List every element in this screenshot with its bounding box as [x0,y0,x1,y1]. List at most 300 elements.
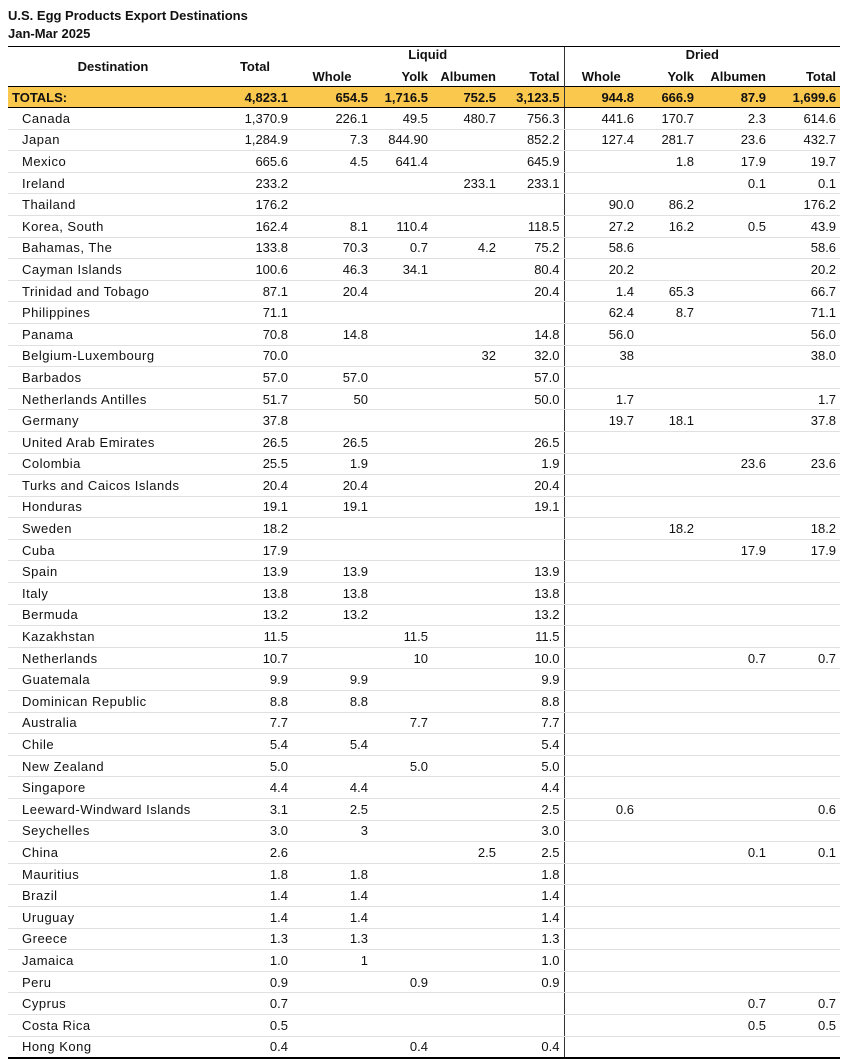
destination-cell: United Arab Emirates [8,431,218,453]
dried-albumen-cell: 0.1 [698,172,770,194]
dried-whole-cell: 1.4 [564,280,638,302]
dried-albumen-cell: 23.6 [698,453,770,475]
dried-total-cell [770,863,840,885]
liquid-albumen-cell [432,323,500,345]
dried-yolk-cell [638,820,698,842]
liquid-yolk-cell [372,453,432,475]
dried-albumen-cell: 2.3 [698,108,770,130]
total-cell: 7.7 [218,712,292,734]
dried-total-cell [770,734,840,756]
liquid-yolk-cell [372,302,432,324]
liquid-whole-cell: 4.5 [292,151,372,173]
liquid-whole-cell [292,1036,372,1058]
liquid-albumen-cell [432,993,500,1015]
liquid-total-cell: 2.5 [500,842,564,864]
liquid-yolk-cell [372,410,432,432]
dried-yolk-cell: 170.7 [638,108,698,130]
dried-whole-cell [564,842,638,864]
destination-cell: Cuba [8,539,218,561]
liquid-yolk-cell: 7.7 [372,712,432,734]
liquid-total-cell [500,539,564,561]
dried-albumen-cell [698,561,770,583]
dried-albumen-cell [698,388,770,410]
dried-total-cell [770,712,840,734]
liquid-albumen-cell: 32 [432,345,500,367]
dried-total-cell: 66.7 [770,280,840,302]
dried-whole-cell [564,453,638,475]
table-row [8,1014,840,1036]
liquid-whole-cell: 1 [292,950,372,972]
dried-albumen-cell [698,323,770,345]
destination-cell: New Zealand [8,755,218,777]
liquid-albumen-cell [432,475,500,497]
liquid-albumen-cell [432,928,500,950]
total-cell: 17.9 [218,539,292,561]
destination-cell: Dominican Republic [8,691,218,713]
destination-cell: Jamaica [8,950,218,972]
dried-yolk-cell [638,583,698,605]
dried-total-cell [770,906,840,928]
dried-yolk-cell [638,928,698,950]
dried-yolk-cell [638,431,698,453]
dried-yolk-cell [638,345,698,367]
table-row [8,129,840,151]
destination-cell: Italy [8,583,218,605]
liquid-total-cell: 13.9 [500,561,564,583]
dried-albumen-cell: 17.9 [698,151,770,173]
table-row [8,237,840,259]
total-cell: 1,370.9 [218,108,292,130]
dried-total-cell: 23.6 [770,453,840,475]
total-cell: 1.8 [218,863,292,885]
liquid-total-cell: 118.5 [500,215,564,237]
dried-total-cell [770,475,840,497]
liquid-whole-cell: 13.9 [292,561,372,583]
dried-whole-cell [564,885,638,907]
dried-albumen-cell [698,431,770,453]
liquid-albumen-cell [432,280,500,302]
total-cell: 133.8 [218,237,292,259]
liquid-yolk-cell [372,885,432,907]
dried-albumen-cell: 17.9 [698,539,770,561]
dried-total-cell [770,691,840,713]
liquid-whole-cell: 70.3 [292,237,372,259]
total-cell: 1,284.9 [218,129,292,151]
liquid-yolk-cell [372,777,432,799]
total-cell: 71.1 [218,302,292,324]
dried-yolk-cell: 86.2 [638,194,698,216]
liquid-total-cell: 57.0 [500,367,564,389]
dried-total-cell: 0.5 [770,1014,840,1036]
liquid-yolk-cell [372,928,432,950]
liquid-albumen-cell [432,691,500,713]
liquid-albumen-cell [432,215,500,237]
dried-yolk-header: Yolk [667,69,694,84]
liquid-whole-cell: 50 [292,388,372,410]
liquid-total-cell: 645.9 [500,151,564,173]
dried-whole-cell [564,928,638,950]
total-cell: 0.4 [218,1036,292,1058]
dried-albumen-cell: 0.5 [698,1014,770,1036]
table-row [8,172,840,194]
liquid-total-cell: 26.5 [500,431,564,453]
destination-cell: Bermuda [8,604,218,626]
dried-total-cell [770,950,840,972]
liquid-yolk-cell: 0.7 [372,237,432,259]
dried-total-cell [770,583,840,605]
dried-yolk-cell [638,626,698,648]
liquid-total-cell: 1.9 [500,453,564,475]
dried-albumen-cell: 0.5 [698,215,770,237]
liquid-albumen-cell [432,950,500,972]
liquid-whole-cell: 4.4 [292,777,372,799]
liquid-albumen-cell [432,302,500,324]
dried-total-cell: 20.2 [770,259,840,281]
destination-cell: Sweden [8,518,218,540]
dried-whole-cell [564,906,638,928]
dried-yolk-cell [638,1036,698,1058]
liquid-yolk-cell [372,669,432,691]
dried-yolk-cell [638,777,698,799]
destination-cell: Netherlands [8,647,218,669]
dried-albumen-cell [698,863,770,885]
dried-yolk-cell [638,388,698,410]
dried-yolk-cell [638,453,698,475]
liquid-yolk-cell [372,367,432,389]
liquid-yolk-cell [372,496,432,518]
liquid-whole-header: Whole [312,69,352,84]
dried-total-cell: 38.0 [770,345,840,367]
dried-total-cell: 58.6 [770,237,840,259]
destination-cell: Germany [8,410,218,432]
dried-whole-cell: 0.6 [564,799,638,821]
liquid-total-cell: 11.5 [500,626,564,648]
table-row [8,626,840,648]
table-row [8,388,840,410]
total-cell: 100.6 [218,259,292,281]
dried-albumen-cell: 0.1 [698,842,770,864]
dried-total-cell [770,367,840,389]
liquid-yolk-cell [372,863,432,885]
dried-yolk-cell [638,906,698,928]
table-row [8,971,840,993]
liquid-albumen-header: Albumen [440,69,496,84]
dried-total-header: Total [805,69,837,84]
dried-albumen-cell [698,475,770,497]
total-cell: 51.7 [218,388,292,410]
dried-total-cell [770,928,840,950]
total-cell: 26.5 [218,431,292,453]
dried-whole-cell [564,691,638,713]
dried-yolk-cell [638,237,698,259]
liquid-albumen-cell [432,539,500,561]
liquid-total-cell [500,302,564,324]
dried-yolk-cell [638,712,698,734]
liquid-whole-cell: 13.2 [292,604,372,626]
liquid-albumen-cell [432,367,500,389]
dried-albumen-cell [698,971,770,993]
dried-albumen-cell [698,950,770,972]
total-cell: 1.0 [218,950,292,972]
liquid-albumen-cell [432,604,500,626]
table-row [8,194,840,216]
liquid-whole-cell: 8.1 [292,215,372,237]
dried-whole-cell: 20.2 [564,259,638,281]
table-row [8,215,840,237]
dried-whole-cell [564,712,638,734]
liquid-yolk-cell [372,906,432,928]
dried-whole-cell [564,561,638,583]
liquid-yolk-cell [372,820,432,842]
liquid-whole-cell: 226.1 [292,108,372,130]
total-cell: 1.4 [218,885,292,907]
dried-whole-cell [564,172,638,194]
dried-yolk-cell [638,863,698,885]
dried-albumen-cell [698,777,770,799]
liquid-total-cell: 7.7 [500,712,564,734]
dried-whole-cell: 127.4 [564,129,638,151]
table-row [8,691,840,713]
dried-whole-cell: 62.4 [564,302,638,324]
totals-cell: 3,123.5 [500,87,564,108]
table-row [8,496,840,518]
dried-albumen-cell [698,712,770,734]
dried-total-cell [770,496,840,518]
dried-whole-cell [564,583,638,605]
dried-yolk-cell [638,475,698,497]
destination-cell: Greece [8,928,218,950]
liquid-whole-cell: 8.8 [292,691,372,713]
liquid-yolk-cell [372,583,432,605]
liquid-whole-cell [292,410,372,432]
total-cell: 37.8 [218,410,292,432]
liquid-total-cell: 32.0 [500,345,564,367]
destination-cell: Chile [8,734,218,756]
dried-total-cell [770,885,840,907]
liquid-yolk-cell [372,172,432,194]
table-row [8,539,840,561]
liquid-albumen-cell [432,885,500,907]
dried-albumen-cell: 23.6 [698,129,770,151]
liquid-total-cell: 1.4 [500,906,564,928]
liquid-whole-cell [292,993,372,1015]
table-row [8,863,840,885]
table-row [8,734,840,756]
dried-total-cell: 0.7 [770,647,840,669]
dried-whole-cell [564,496,638,518]
liquid-yolk-cell: 844.90 [372,129,432,151]
dried-albumen-cell [698,237,770,259]
liquid-total-cell: 1.3 [500,928,564,950]
liquid-albumen-cell [432,431,500,453]
liquid-albumen-cell [432,1036,500,1058]
liquid-total-cell: 80.4 [500,259,564,281]
liquid-yolk-cell [372,539,432,561]
liquid-whole-cell: 7.3 [292,129,372,151]
liquid-total-cell [500,194,564,216]
dried-total-cell: 71.1 [770,302,840,324]
dried-total-cell [770,561,840,583]
dried-whole-cell [564,475,638,497]
dried-whole-header: Whole [564,67,638,87]
destination-cell: Ireland [8,172,218,194]
liquid-total-cell: 20.4 [500,280,564,302]
table-row [8,410,840,432]
dried-total-cell: 1.7 [770,388,840,410]
dried-albumen-cell [698,669,770,691]
liquid-albumen-cell [432,712,500,734]
total-cell: 25.5 [218,453,292,475]
total-cell: 13.2 [218,604,292,626]
destination-cell: Cayman Islands [8,259,218,281]
liquid-total-cell [500,1014,564,1036]
dried-whole-cell: 56.0 [564,323,638,345]
total-cell: 665.6 [218,151,292,173]
destination-cell: Mexico [8,151,218,173]
dried-albumen-cell [698,280,770,302]
table-row [8,345,840,367]
table-row [8,583,840,605]
liquid-albumen-cell [432,1014,500,1036]
destination-cell: Mauritius [8,863,218,885]
total-cell: 13.8 [218,583,292,605]
liquid-yolk-cell: 110.4 [372,215,432,237]
liquid-yolk-cell [372,950,432,972]
table-row [8,108,840,130]
dried-albumen-cell: 0.7 [698,647,770,669]
liquid-total-header: Total [529,69,560,84]
dried-yolk-cell [638,496,698,518]
liquid-group-header: Liquid [292,47,564,68]
dried-yolk-cell: 65.3 [638,280,698,302]
totals-cell: 944.8 [564,87,638,108]
dried-yolk-cell [638,799,698,821]
liquid-albumen-cell [432,669,500,691]
dried-total-cell [770,431,840,453]
dried-yolk-cell [638,323,698,345]
dried-total-cell [770,669,840,691]
liquid-whole-cell: 20.4 [292,475,372,497]
totals-cell: 654.5 [292,87,372,108]
total-cell: 10.7 [218,647,292,669]
liquid-total-cell: 5.0 [500,755,564,777]
totals-cell: 87.9 [698,87,770,108]
liquid-whole-cell: 1.4 [292,906,372,928]
table-row [8,928,840,950]
table-row [8,561,840,583]
liquid-whole-cell [292,971,372,993]
dried-albumen-cell [698,906,770,928]
liquid-albumen-cell: 480.7 [432,108,500,130]
liquid-whole-cell: 13.8 [292,583,372,605]
total-cell: 70.0 [218,345,292,367]
dried-albumen-cell [698,604,770,626]
totals-cell: 4,823.1 [218,87,292,108]
liquid-yolk-cell: 0.4 [372,1036,432,1058]
liquid-whole-cell: 3 [292,820,372,842]
table-row [8,669,840,691]
dried-yolk-cell [638,367,698,389]
destination-cell: Guatemala [8,669,218,691]
liquid-albumen-cell [432,453,500,475]
total-cell: 162.4 [218,215,292,237]
dried-total-cell: 0.1 [770,842,840,864]
total-cell: 5.0 [218,755,292,777]
total-cell: 4.4 [218,777,292,799]
dried-albumen-cell [698,345,770,367]
dried-total-cell [770,971,840,993]
liquid-yolk-cell [372,561,432,583]
liquid-yolk-header: Yolk [401,69,428,84]
liquid-total-cell: 13.8 [500,583,564,605]
liquid-albumen-cell [432,626,500,648]
liquid-whole-cell: 57.0 [292,367,372,389]
dried-yolk-cell: 281.7 [638,129,698,151]
dried-albumen-cell [698,194,770,216]
dried-total-cell [770,1036,840,1058]
dried-yolk-cell [638,734,698,756]
liquid-yolk-cell [372,799,432,821]
total-cell: 5.4 [218,734,292,756]
dried-whole-cell [564,777,638,799]
dried-whole-cell [564,863,638,885]
total-cell: 2.6 [218,842,292,864]
dried-yolk-cell [638,172,698,194]
export-destinations-table [8,46,840,1059]
liquid-albumen-cell [432,388,500,410]
liquid-yolk-cell: 49.5 [372,108,432,130]
total-cell: 20.4 [218,475,292,497]
dried-yolk-cell [638,993,698,1015]
dried-whole-cell [564,971,638,993]
destination-cell: Uruguay [8,906,218,928]
liquid-whole-cell: 26.5 [292,431,372,453]
table-row [8,842,840,864]
destination-cell: Colombia [8,453,218,475]
liquid-yolk-cell [372,345,432,367]
dried-albumen-cell [698,410,770,432]
liquid-yolk-cell: 5.0 [372,755,432,777]
destination-cell: Honduras [8,496,218,518]
dried-yolk-cell [638,647,698,669]
table-row [8,367,840,389]
dried-albumen-cell [698,583,770,605]
liquid-total-cell: 14.8 [500,323,564,345]
total-cell: 8.8 [218,691,292,713]
dried-total-cell: 19.7 [770,151,840,173]
dried-whole-cell [564,647,638,669]
dried-albumen-cell [698,734,770,756]
dried-total-cell: 18.2 [770,518,840,540]
liquid-yolk-cell: 0.9 [372,971,432,993]
liquid-total-cell: 20.4 [500,475,564,497]
dried-group-header: Dried [564,47,840,68]
total-header: Total [218,47,292,87]
dried-whole-cell [564,669,638,691]
liquid-albumen-cell [432,259,500,281]
total-cell: 70.8 [218,323,292,345]
liquid-albumen-cell [432,410,500,432]
liquid-whole-cell: 5.4 [292,734,372,756]
liquid-total-cell: 8.8 [500,691,564,713]
liquid-albumen-cell: 4.2 [432,237,500,259]
dried-yolk-cell [638,950,698,972]
total-cell: 1.4 [218,906,292,928]
dried-total-cell: 0.6 [770,799,840,821]
dried-albumen-cell [698,755,770,777]
dried-total-cell: 176.2 [770,194,840,216]
dried-whole-cell: 58.6 [564,237,638,259]
